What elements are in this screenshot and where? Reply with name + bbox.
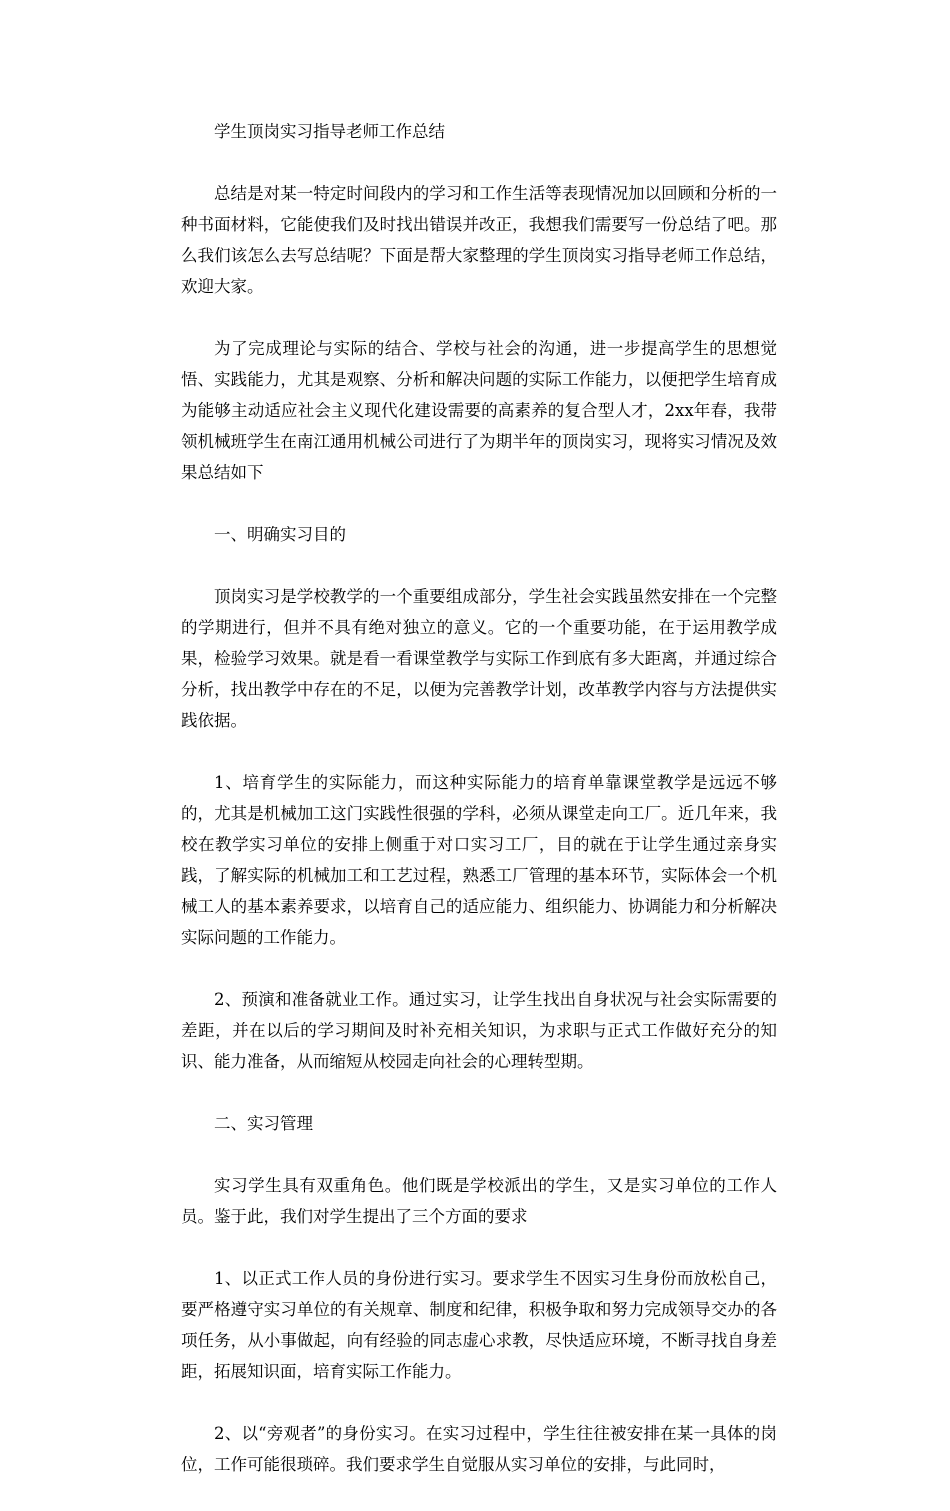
section-1-heading: 一、明确实习目的 <box>214 525 346 544</box>
section-1-item-2: 2、预演和准备就业工作。通过实习，让学生找出自身状况与社会实际需要的差距，并在以后的学习期间及时补充相关知识，为求职与正式工作做好充分的知识、能力准备，从而缩短从校园走向社会的心理转型期。 <box>181 990 777 1071</box>
document-body <box>181 116 777 1511</box>
intro-paragraph: 总结是对某一特定时间段内的学习和工作生活等表现情况加以回顾和分析的一种书面材料，它能使我们及时找出错误并改正，我想我们需要写一份总结了吧。那么我们该怎么去写总结呢？下面是帮大家整理的学生顶岗实习指导老师工作总结，欢迎大家。 <box>181 184 777 296</box>
section-1-item-1: 1、培育学生的实际能力，而这种实际能力的培育单靠课堂教学是远远不够的，尤其是机械加工这门实践性很强的学科，必须从课堂走向工厂。近几年来，我校在教学实习单位的安排上侧重于对口实习工厂，目的就在于让学生通过亲身实践，了解实际的机械加工和工艺过程，熟悉工厂管理的基本环节，实际体会一个机械工人的基本素养要求，以培育自己的适应能力、组织能力、协调能力和分析解决实际问题的工作能力。 <box>181 773 777 947</box>
section-2-item-1: 1、以正式工作人员的身份进行实习。要求学生不因实习生身份而放松自己，要严格遵守实习单位的有关规章、制度和纪律，积极争取和努力完成领导交办的各项任务，从小事做起，向有经验的同志虚心求教，尽快适应环境，不断寻找自身差距，拓展知识面，培育实际工作能力。 <box>181 1269 777 1381</box>
section-1-paragraph: 顶岗实习是学校教学的一个重要组成部分，学生社会实践虽然安排在一个完整的学期进行，但并不具有绝对独立的意义。它的一个重要功能，在于运用教学成果，检验学习效果。就是看一看课堂教学与实际工作到底有多大距离，并通过综合分析，找出教学中存在的不足，以便为完善教学计划，改革教学内容与方法提供实践依据。 <box>181 587 777 730</box>
section-2-paragraph: 实习学生具有双重角色。他们既是学校派出的学生，又是实习单位的工作人员。鉴于此，我们对学生提出了三个方面的要求 <box>181 1176 777 1226</box>
section-2-heading: 二、实习管理 <box>214 1114 313 1133</box>
section-2-item-2: 2、以“旁观者”的身份实习。在实习过程中，学生往往被安排在某一具体的岗位，工作可能很琐碎。我们要求学生自觉服从实习单位的安排，与此同时， <box>181 1424 777 1474</box>
document-title: 学生顶岗实习指导老师工作总结 <box>214 122 445 141</box>
background-paragraph: 为了完成理论与实际的结合、学校与社会的沟通，进一步提高学生的思想觉悟、实践能力，尤其是观察、分析和解决问题的实际工作能力，以便把学生培育成为能够主动适应社会主义现代化建设需要的高素养的复合型人才，2xx年春，我带领机械班学生在南江通用机械公司进行了为期半年的顶岗实习，现将实习情况及效果总结如下 <box>181 339 777 482</box>
